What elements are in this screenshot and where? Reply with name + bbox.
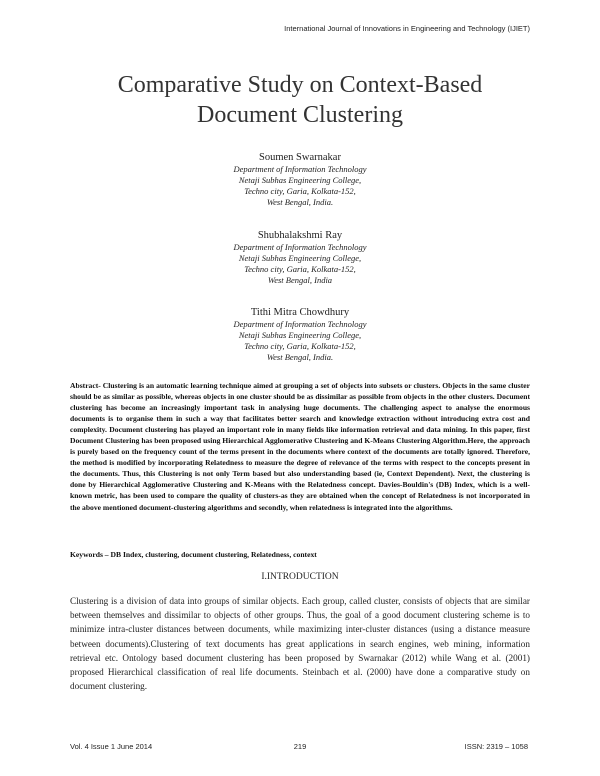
footer-volume: Vol. 4 Issue 1 June 2014 (70, 742, 153, 751)
introduction-paragraph: Clustering is a division of data into groups of similar objects. Each group, called cluster, consists of objects that are similar between themselves and dissimilar to objects of other groups. Thus, the goal of a good document clustering scheme is to minimize intra-cluster distances between documents, while maximizing inter-cluster distances (using a distance measure between documents).Clustering of text documents has great applications in search engines, web mining, information retrieval etc. Ontology based document clustering has been proposed by Swarnakar (2012) while Wang et al. (2001) proposed Hierarchical classification of real life documents. Steinbach et al. (2000) have done a comparative study on document clustering. (70, 596, 530, 692)
affiliation-line: Techno city, Garia, Kolkata-152, (244, 186, 356, 196)
affiliation-line: Department of Information Technology (233, 319, 367, 329)
affiliation-line: West Bengal, India (267, 275, 333, 285)
section-heading-introduction: I.INTRODUCTION (261, 572, 339, 582)
paper-title (0, 70, 600, 130)
author-name: Shubhalakshmi Ray (257, 230, 343, 241)
author-name: Soumen Swarnakar (259, 152, 341, 163)
affiliation-line: Netaji Subhas Engineering College, (238, 330, 362, 340)
journal-header: International Journal of Innovations in Engineering and Technology (IJIET) (284, 24, 530, 33)
abstract: Abstract- Clustering is an automatic learning technique aimed at grouping a set of objects into subsets or clusters. Objects in the same cluster should be as similar as possible, whereas objects in one cluster should be as dissimilar as possible from objects in the other clusters. Document clustering has become an increasingly important task in analysing huge documents. The challenging aspect to analyse the enormous documents is to organise them in such a way that facilitates better search and knowledge extraction without introducing extra cost and complexity. Document clustering has played an important role in many fields like information retrieval and data mining. In this paper, first Document Clustering has been proposed using Hierarchical Agglomerative Clustering and K-Means Clustering Algorithm.Here, the approach is purely based on the frequency count of the terms present in the documents where context of the documents are totally ignored. Therefore, the method is modified by incorporating Relatedness to measure the degree of relevance of the terms with respect to the concepts present in the documents. Thus, this Clustering is not only Term based but also understanding based (ie, Context Dependent). Next, the clustering is done by Hierarchical Agglomerative Clustering and K-Means with the Relatedness concept. Davies-Bouldin's (DB) Index, which is a well-known metric, has been used to compare the quality of clusters-as they are obtained when the concept of Relatedness is not incorporated in the above mentioned document-clustering algorithms and secondly, when relatedness is integrated into the algorithms. (70, 381, 530, 512)
title-line-1: Comparative Study on Context-Based (117, 72, 483, 98)
affiliation-line: West Bengal, India. (266, 197, 334, 207)
affiliation-line: Department of Information Technology (233, 242, 367, 252)
author-block-3 (0, 306, 600, 363)
affiliation-line: Netaji Subhas Engineering College, (238, 175, 362, 185)
title-line-2: Document Clustering (197, 102, 403, 128)
footer-issn: ISSN: 2319 – 1058 (464, 742, 528, 751)
keywords: Keywords – DB Index, clustering, document clustering, Relatedness, context (70, 550, 317, 559)
affiliation-line: Techno city, Garia, Kolkata-152, (244, 341, 356, 351)
author-block-2 (0, 229, 600, 286)
author-name: Tithi Mitra Chowdhury (250, 307, 350, 318)
footer-page-number: 219 (293, 742, 307, 751)
affiliation-line: West Bengal, India. (266, 352, 334, 362)
affiliation-line: Netaji Subhas Engineering College, (238, 253, 362, 263)
affiliation-line: Department of Information Technology (233, 164, 367, 174)
author-block-1 (0, 151, 600, 208)
affiliation-line: Techno city, Garia, Kolkata-152, (244, 264, 356, 274)
